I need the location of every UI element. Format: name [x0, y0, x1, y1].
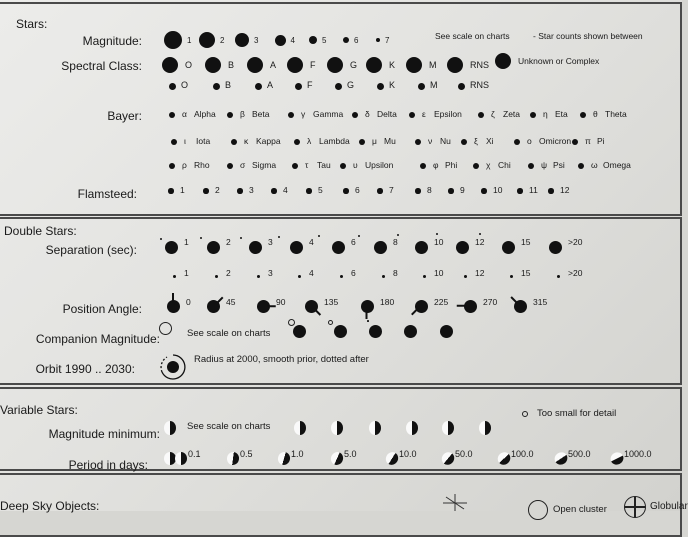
bayer-name-alpha: Alpha [194, 109, 216, 119]
position-angle-value-180: 180 [380, 297, 395, 307]
double-stars-heading: Double Stars: [4, 224, 77, 238]
spectral-small-dot-G [335, 83, 342, 90]
magnitude-dot-1 [199, 32, 215, 48]
bayer-name-psi: Psi [553, 160, 565, 170]
separation-small-value-0: 1 [184, 268, 189, 278]
spectral-small-dot-A [255, 83, 262, 90]
period-value-50.0: 50.0 [455, 449, 473, 459]
bayer-glyph-zeta: ζ [491, 109, 495, 119]
separation-small-dot-0 [173, 275, 176, 278]
separation-small-value-9: >20 [568, 268, 583, 278]
orbit-note: Radius at 2000, smooth prior, dotted after [194, 354, 369, 365]
magnitude-value-6: 6 [354, 36, 359, 45]
separation-label: Separation (sec): [45, 243, 137, 257]
separation-value-1: 2 [226, 237, 231, 247]
spectral-small-label-M: M [430, 80, 438, 90]
flamsteed-dot-4 [271, 188, 276, 193]
separation-small-dot-7 [464, 275, 467, 278]
bayer-dot-nu [415, 139, 421, 145]
bayer-glyph-rho: ρ [182, 160, 187, 170]
bayer-name-epsilon: Epsilon [434, 109, 462, 119]
separation-value-2: 3 [268, 237, 273, 247]
bayer-dot-eta [530, 112, 536, 118]
spectral-small-label-O: O [181, 80, 189, 90]
bayer-dot-iota [171, 139, 177, 145]
flamsteed-dot-2 [203, 188, 208, 193]
separation-small-value-3: 4 [309, 268, 314, 278]
bayer-dot-mu [359, 139, 365, 145]
spectral-small-dot-F [295, 83, 302, 90]
separation-value-0: 1 [184, 237, 189, 247]
bayer-glyph-omicron: ο [527, 136, 532, 146]
bayer-dot-psi [528, 163, 534, 169]
period-symbol-0.1 [175, 452, 187, 465]
companion-dot-2 [369, 325, 382, 338]
bayer-glyph-eta: η [543, 109, 548, 119]
flamsteed-value-9: 9 [460, 185, 465, 195]
separation-small-dot-2 [257, 275, 260, 278]
spectral-label-A: A [270, 60, 277, 70]
separation-companion-2 [240, 237, 242, 239]
magnitude-dot-5 [343, 37, 349, 43]
bayer-dot-rho [169, 163, 175, 169]
period-label: Period in days: [68, 458, 148, 472]
period-value-0.1: 0.1 [188, 449, 201, 459]
companion-dot-1 [334, 325, 347, 338]
globular-label: Globular [650, 501, 688, 512]
companion-dot-0 [293, 325, 306, 338]
bayer-dot-zeta [478, 112, 484, 118]
flamsteed-value-8: 8 [427, 185, 432, 195]
bayer-name-iota: Iota [196, 136, 211, 146]
bayer-glyph-kappa: κ [244, 136, 249, 146]
spectral-label-G: G [350, 60, 358, 70]
variable-magmin-symbol-3 [369, 421, 381, 435]
flamsteed-value-5: 5 [318, 185, 323, 195]
bayer-dot-sigma [227, 163, 233, 169]
bayer-name-sigma: Sigma [252, 160, 277, 170]
magnitude-counts-note: - Star counts shown between [533, 31, 643, 41]
position-angle-value-135: 135 [324, 297, 339, 307]
spectral-label-M: M [429, 60, 437, 70]
position-angle-tick-90 [268, 305, 276, 307]
bayer-glyph-mu: μ [372, 136, 377, 146]
bayer-label: Bayer: [107, 109, 142, 123]
position-angle-dot-270 [464, 300, 477, 313]
bayer-glyph-theta: θ [593, 109, 598, 119]
variable-magmin-symbol-5 [442, 421, 454, 435]
companion-dot-4 [440, 325, 453, 338]
bayer-name-rho: Rho [194, 160, 210, 170]
magnitude-dot-4 [309, 36, 317, 44]
bayer-dot-xi [461, 139, 467, 145]
separation-small-value-7: 12 [475, 268, 485, 278]
separation-value-6: 10 [434, 237, 444, 247]
bayer-name-beta: Beta [252, 109, 270, 119]
separation-value-9: >20 [568, 237, 583, 247]
flamsteed-dot-10 [481, 188, 486, 193]
companion-ring-small-0 [288, 319, 295, 326]
variable-magmin-symbol-0 [164, 421, 176, 435]
separation-small-dot-1 [215, 275, 218, 278]
bayer-name-phi: Phi [445, 160, 458, 170]
bayer-glyph-gamma: γ [301, 109, 306, 119]
spectral-label-O: O [185, 60, 193, 70]
separation-value-7: 12 [475, 237, 485, 247]
spectral-dot-F [287, 57, 303, 73]
flamsteed-dot-6 [343, 188, 348, 193]
globular-icon [624, 496, 646, 518]
bayer-glyph-sigma: σ [240, 160, 246, 170]
too-small-note: Too small for detail [537, 408, 617, 419]
companion-ring-symbol [159, 322, 172, 335]
spectral-small-label-F: F [307, 80, 313, 90]
magnitude-counts-text: Star counts shown between [538, 31, 643, 41]
spectral-small-label-A: A [267, 80, 274, 90]
bayer-dot-chi [473, 163, 479, 169]
flamsteed-value-11: 11 [529, 185, 538, 195]
position-angle-value-0: 0 [186, 297, 191, 307]
separation-small-dot-9 [557, 275, 560, 278]
magnitude-value-1: 1 [187, 36, 192, 45]
bayer-dot-tau [292, 163, 298, 169]
flamsteed-value-2: 2 [215, 185, 220, 195]
variable-magmin-symbol-2 [331, 421, 343, 435]
spectral-small-label-G: G [347, 80, 355, 90]
bayer-name-gamma: Gamma [313, 109, 344, 119]
separation-dot-4 [332, 241, 345, 254]
separation-small-value-4: 6 [351, 268, 356, 278]
spectral-dot-RNS [447, 57, 463, 73]
companion-scale-note: See scale on charts [187, 328, 271, 339]
separation-value-5: 8 [393, 237, 398, 247]
bayer-dot-alpha [169, 112, 175, 118]
separation-small-value-6: 10 [434, 268, 444, 278]
flamsteed-dot-7 [377, 188, 382, 193]
bayer-name-pi: Pi [597, 136, 605, 146]
flamsteed-value-6: 6 [355, 185, 360, 195]
magnitude-minimum-note: See scale on charts [187, 421, 271, 432]
spectral-dot-M [406, 57, 422, 73]
flamsteed-dot-9 [448, 188, 453, 193]
period-value-1000.0: 1000.0 [624, 449, 652, 459]
open-cluster-icon [528, 500, 548, 520]
bayer-dot-lambda [294, 139, 300, 145]
spectral-small-label-RNS: RNS [470, 80, 490, 90]
bayer-name-nu: Nu [440, 136, 451, 146]
bayer-glyph-epsilon: ε [422, 109, 426, 119]
separation-dot-3 [290, 241, 303, 254]
magnitude-value-4: 4 [290, 36, 295, 45]
spectral-label-K: K [389, 60, 396, 70]
magnitude-value-2: 2 [220, 36, 225, 45]
spectral-label-RNS: RNS [470, 60, 490, 70]
separation-dot-5 [374, 241, 387, 254]
bayer-name-zeta: Zeta [503, 109, 521, 119]
spectral-small-dot-M [418, 83, 425, 90]
bayer-dot-beta [227, 112, 233, 118]
separation-small-dot-6 [423, 275, 426, 278]
separation-companion-6 [397, 234, 399, 236]
flamsteed-dot-5 [306, 188, 311, 193]
spectral-dot-G [327, 57, 343, 73]
spectral-unknown-label: Unknown or Complex [518, 56, 600, 66]
bayer-dot-omicron [514, 139, 520, 145]
flamsteed-dot-11 [517, 188, 522, 193]
magnitude-value-7: 7 [385, 36, 390, 45]
globular-cross-h [625, 506, 645, 508]
period-value-1.0: 1.0 [291, 449, 304, 459]
flamsteed-label: Flamsteed: [77, 187, 137, 201]
bayer-name-theta: Theta [605, 109, 627, 119]
deep-sky-heading: Deep Sky Objects: [0, 499, 100, 513]
bayer-dot-kappa [231, 139, 237, 145]
bayer-name-kappa: Kappa [256, 136, 281, 146]
period-value-5.0: 5.0 [344, 449, 357, 459]
spectral-small-dot-K [377, 83, 384, 90]
flamsteed-dot-8 [415, 188, 420, 193]
spectral-label-F: F [310, 60, 316, 70]
flamsteed-value-12: 12 [560, 185, 570, 195]
bayer-glyph-upsilon: υ [353, 160, 358, 170]
spectral-small-dot-RNS [458, 83, 465, 90]
bayer-name-delta: Delta [377, 109, 397, 119]
separation-value-4: 6 [351, 237, 356, 247]
magnitude-minimum-label: Magnitude minimum: [48, 427, 160, 441]
separation-value-8: 15 [521, 237, 531, 247]
spectral-label-B: B [228, 60, 235, 70]
position-angle-label: Position Angle: [62, 302, 142, 316]
flamsteed-value-1: 1 [180, 185, 185, 195]
spectral-dot-unknown [495, 53, 511, 69]
magnitude-scale-note: See scale on charts [435, 31, 510, 41]
flamsteed-dot-1 [168, 188, 173, 193]
companion-ring-small-1 [328, 320, 333, 325]
separation-dot-2 [249, 241, 262, 254]
bayer-dot-pi [572, 139, 578, 145]
separation-small-value-5: 8 [393, 268, 398, 278]
bayer-name-omicron: Omicron [539, 136, 572, 146]
spectral-small-label-B: B [225, 80, 232, 90]
period-value-500.0: 500.0 [568, 449, 591, 459]
bayer-glyph-alpha: α [182, 109, 187, 119]
variable-magmin-symbol-4 [406, 421, 418, 435]
spectral-small-dot-O [169, 83, 176, 90]
separation-dot-1 [207, 241, 220, 254]
separation-companion-5 [358, 235, 360, 237]
separation-small-dot-8 [510, 275, 513, 278]
bayer-dot-delta [352, 112, 358, 118]
magnitude-dot-3 [275, 35, 286, 46]
separation-small-dot-5 [382, 275, 385, 278]
separation-dot-0 [165, 241, 178, 254]
stars-heading: Stars: [16, 17, 48, 31]
companion-magnitude-label: Companion Magnitude: [35, 332, 160, 346]
position-angle-value-315: 315 [533, 297, 548, 307]
position-angle-value-270: 270 [483, 297, 498, 307]
spectral-small-label-K: K [389, 80, 396, 90]
open-cluster-label: Open cluster [553, 504, 607, 515]
bayer-name-xi: Xi [486, 136, 494, 146]
magnitude-dot-6 [376, 38, 380, 42]
bayer-name-chi: Chi [498, 160, 511, 170]
bayer-glyph-phi: φ [433, 160, 439, 170]
position-angle-value-225: 225 [434, 297, 449, 307]
bayer-name-omega: Omega [603, 160, 631, 170]
crosshair-symbol [440, 494, 470, 511]
separation-dot-9 [549, 241, 562, 254]
position-angle-dot-0 [167, 300, 180, 313]
separation-small-value-8: 15 [521, 268, 531, 278]
bayer-glyph-omega: ω [591, 160, 598, 170]
separation-small-value-2: 3 [268, 268, 273, 278]
bayer-name-lambda: Lambda [319, 136, 350, 146]
variable-magmin-symbol-1 [294, 421, 306, 435]
bayer-glyph-beta: β [240, 109, 245, 119]
bayer-glyph-chi: χ [486, 160, 491, 170]
separation-value-3: 4 [309, 237, 314, 247]
spectral-class-label: Spectral Class: [61, 59, 142, 73]
bayer-name-eta: Eta [555, 109, 568, 119]
separation-dot-7 [456, 241, 469, 254]
flamsteed-value-7: 7 [389, 185, 394, 195]
position-angle-value-45: 45 [226, 297, 236, 307]
magnitude-value-5: 5 [322, 36, 327, 45]
magnitude-dot-0 [164, 31, 182, 49]
variable-magmin-symbol-6 [479, 421, 491, 435]
period-value-100.0: 100.0 [511, 449, 534, 459]
bayer-glyph-xi: ξ [474, 136, 478, 146]
flamsteed-value-10: 10 [493, 185, 503, 195]
spectral-dot-A [247, 57, 263, 73]
bayer-glyph-nu: ν [428, 136, 433, 146]
bayer-dot-gamma [288, 112, 294, 118]
separation-dot-8 [502, 241, 515, 254]
position-angle-value-90: 90 [276, 297, 286, 307]
spectral-small-dot-B [213, 83, 220, 90]
spectral-dot-O [162, 57, 178, 73]
separation-dot-6 [415, 241, 428, 254]
magnitude-label: Magnitude: [82, 34, 142, 48]
bayer-glyph-tau: τ [305, 160, 309, 170]
separation-small-dot-4 [340, 275, 343, 278]
bayer-name-mu: Mu [384, 136, 396, 146]
bayer-name-upsilon: Upsilon [365, 160, 394, 170]
flamsteed-value-3: 3 [249, 185, 254, 195]
bayer-dot-phi [420, 163, 426, 169]
bayer-dot-theta [580, 112, 586, 118]
position-angle-tick-0 [172, 293, 174, 301]
separation-small-dot-3 [298, 275, 301, 278]
bayer-dot-omega [578, 163, 584, 169]
period-value-10.0: 10.0 [399, 449, 417, 459]
variable-stars-heading: Variable Stars: [0, 403, 78, 417]
bayer-glyph-pi: π [585, 136, 591, 146]
companion-dot-3 [404, 325, 417, 338]
magnitude-dot-2 [235, 33, 249, 47]
bayer-glyph-lambda: λ [307, 136, 312, 146]
flamsteed-dot-3 [237, 188, 242, 193]
flamsteed-dot-12 [548, 188, 553, 193]
magnitude-value-3: 3 [254, 36, 259, 45]
separation-small-value-1: 2 [226, 268, 231, 278]
orbit-symbol [158, 352, 188, 382]
flamsteed-value-4: 4 [283, 185, 288, 195]
bayer-name-tau: Tau [317, 160, 331, 170]
bayer-glyph-iota: ι [184, 136, 186, 146]
bayer-glyph-psi: ψ [541, 160, 548, 170]
period-value-0.5: 0.5 [240, 449, 253, 459]
bayer-dot-epsilon [409, 112, 415, 118]
bayer-dot-upsilon [340, 163, 346, 169]
bayer-glyph-delta: δ [365, 109, 370, 119]
companion-tick-2 [367, 320, 369, 322]
too-small-symbol [522, 411, 528, 417]
orbit-label: Orbit 1990 .. 2030: [35, 362, 135, 376]
position-angle-tick-270 [457, 305, 465, 307]
spectral-dot-K [366, 57, 382, 73]
spectral-dot-B [205, 57, 221, 73]
